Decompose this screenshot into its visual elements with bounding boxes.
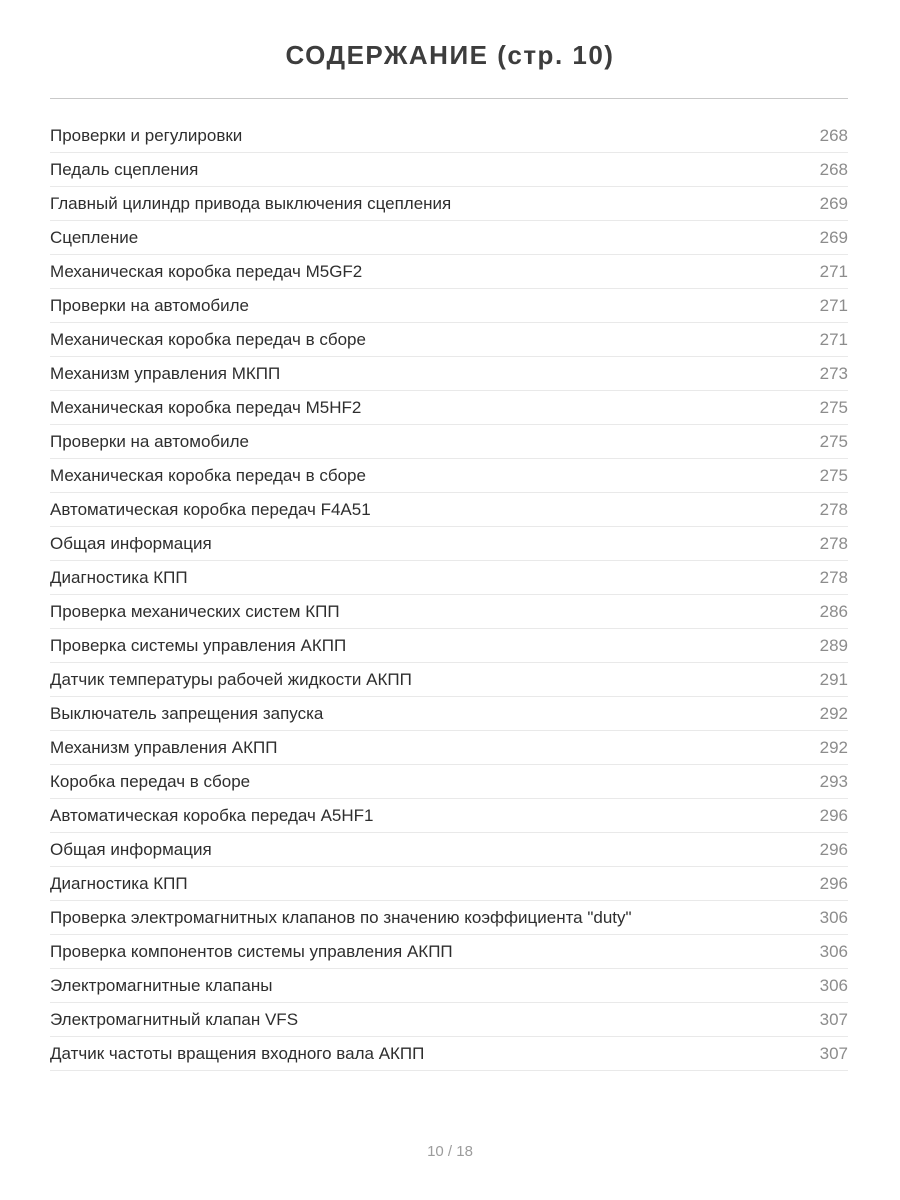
toc-row[interactable] [50, 867, 848, 901]
toc-entry-label: Электромагнитный клапан VFS [50, 1009, 299, 1029]
toc-entry-label: Электромагнитные клапаны [50, 975, 273, 995]
toc-entry-page-number: 268 [819, 159, 848, 179]
toc-entry-label: Механизм управления АКПП [50, 737, 278, 757]
toc-row[interactable] [50, 1003, 848, 1037]
toc-entry-page-number: 269 [819, 227, 848, 247]
toc-entry-label: Датчик температуры рабочей жидкости АКПП [50, 669, 412, 689]
toc-entry-label: Проверка компонентов системы управления АКПП [50, 941, 453, 961]
title-divider [50, 98, 848, 99]
toc-row[interactable] [50, 969, 848, 1003]
toc-entry-page-number: 307 [819, 1043, 848, 1063]
toc-entry-label: Механическая коробка передач M5GF2 [50, 261, 363, 281]
toc-entry-page-number: 292 [819, 703, 848, 723]
toc-entry-label: Проверка системы управления АКПП [50, 635, 347, 655]
toc-row[interactable] [50, 391, 848, 425]
toc-entry-label: Проверка механических систем КПП [50, 601, 340, 621]
toc-entry-page-number: 293 [819, 771, 848, 791]
toc-entry-label: Общая информация [50, 839, 212, 859]
toc-entry-page-number: 278 [819, 533, 848, 553]
toc-list [50, 119, 848, 1071]
toc-entry-page-number: 278 [819, 499, 848, 519]
toc-entry-page-number: 269 [819, 193, 848, 213]
toc-row[interactable] [50, 731, 848, 765]
toc-entry-label: Автоматическая коробка передач A5HF1 [50, 805, 374, 825]
toc-row[interactable] [50, 357, 848, 391]
toc-entry-page-number: 271 [819, 261, 848, 281]
toc-entry-page-number: 271 [819, 295, 848, 315]
toc-entry-page-number: 306 [819, 975, 848, 995]
toc-entry-label: Общая информация [50, 533, 212, 553]
toc-entry-label: Проверка электромагнитных клапанов по значению коэффициента "duty" [50, 907, 632, 927]
toc-row[interactable] [50, 425, 848, 459]
toc-entry-label: Педаль сцепления [50, 159, 199, 179]
toc-entry-page-number: 273 [819, 363, 848, 383]
toc-row[interactable] [50, 1037, 848, 1071]
toc-entry-page-number: 278 [819, 567, 848, 587]
toc-row[interactable] [50, 833, 848, 867]
toc-entry-label: Механическая коробка передач в сборе [50, 465, 366, 485]
toc-entry-label: Проверки на автомобиле [50, 295, 250, 315]
toc-entry-page-number: 292 [819, 737, 848, 757]
toc-row[interactable] [50, 527, 848, 561]
toc-entry-page-number: 306 [819, 941, 848, 961]
toc-row[interactable] [50, 119, 848, 153]
toc-row[interactable] [50, 289, 848, 323]
toc-entry-page-number: 275 [819, 397, 848, 417]
toc-entry-label: Механическая коробка передач M5HF2 [50, 397, 362, 417]
page-title: СОДЕРЖАНИЕ (стр. 10) [285, 40, 615, 70]
toc-entry-label: Сцепление [50, 227, 139, 247]
toc-entry-page-number: 296 [819, 805, 848, 825]
toc-row[interactable] [50, 799, 848, 833]
toc-row[interactable] [50, 153, 848, 187]
toc-entry-page-number: 286 [819, 601, 848, 621]
pagination-indicator: 10 / 18 [427, 1143, 473, 1160]
toc-row[interactable] [50, 459, 848, 493]
toc-entry-label: Механическая коробка передач в сборе [50, 329, 366, 349]
toc-row[interactable] [50, 663, 848, 697]
toc-entry-page-number: 289 [819, 635, 848, 655]
toc-entry-page-number: 296 [819, 873, 848, 893]
toc-entry-label: Проверки и регулировки [50, 125, 243, 145]
toc-entry-page-number: 275 [819, 431, 848, 451]
toc-row[interactable] [50, 765, 848, 799]
toc-row[interactable] [50, 901, 848, 935]
toc-row[interactable] [50, 697, 848, 731]
toc-row[interactable] [50, 595, 848, 629]
toc-entry-page-number: 268 [819, 125, 848, 145]
toc-entry-label: Механизм управления МКПП [50, 363, 281, 383]
toc-row[interactable] [50, 935, 848, 969]
toc-entry-label: Выключатель запрещения запуска [50, 703, 324, 723]
toc-entry-label: Датчик частоты вращения входного вала АКПП [50, 1043, 425, 1063]
toc-entry-label: Автоматическая коробка передач F4A51 [50, 499, 371, 519]
toc-row[interactable] [50, 493, 848, 527]
toc-row[interactable] [50, 629, 848, 663]
toc-row[interactable] [50, 561, 848, 595]
toc-entry-page-number: 275 [819, 465, 848, 485]
toc-entry-label: Главный цилиндр привода выключения сцепления [50, 193, 452, 213]
toc-entry-page-number: 291 [819, 669, 848, 689]
toc-row[interactable] [50, 255, 848, 289]
toc-row[interactable] [50, 221, 848, 255]
toc-entry-page-number: 306 [819, 907, 848, 927]
toc-entry-label: Проверки на автомобиле [50, 431, 250, 451]
toc-row[interactable] [50, 187, 848, 221]
toc-entry-page-number: 296 [819, 839, 848, 859]
toc-entry-label: Диагностика КПП [50, 873, 188, 893]
toc-entry-label: Коробка передач в сборе [50, 771, 251, 791]
toc-entry-label: Диагностика КПП [50, 567, 188, 587]
toc-row[interactable] [50, 323, 848, 357]
toc-entry-page-number: 271 [819, 329, 848, 349]
toc-entry-page-number: 307 [819, 1009, 848, 1029]
